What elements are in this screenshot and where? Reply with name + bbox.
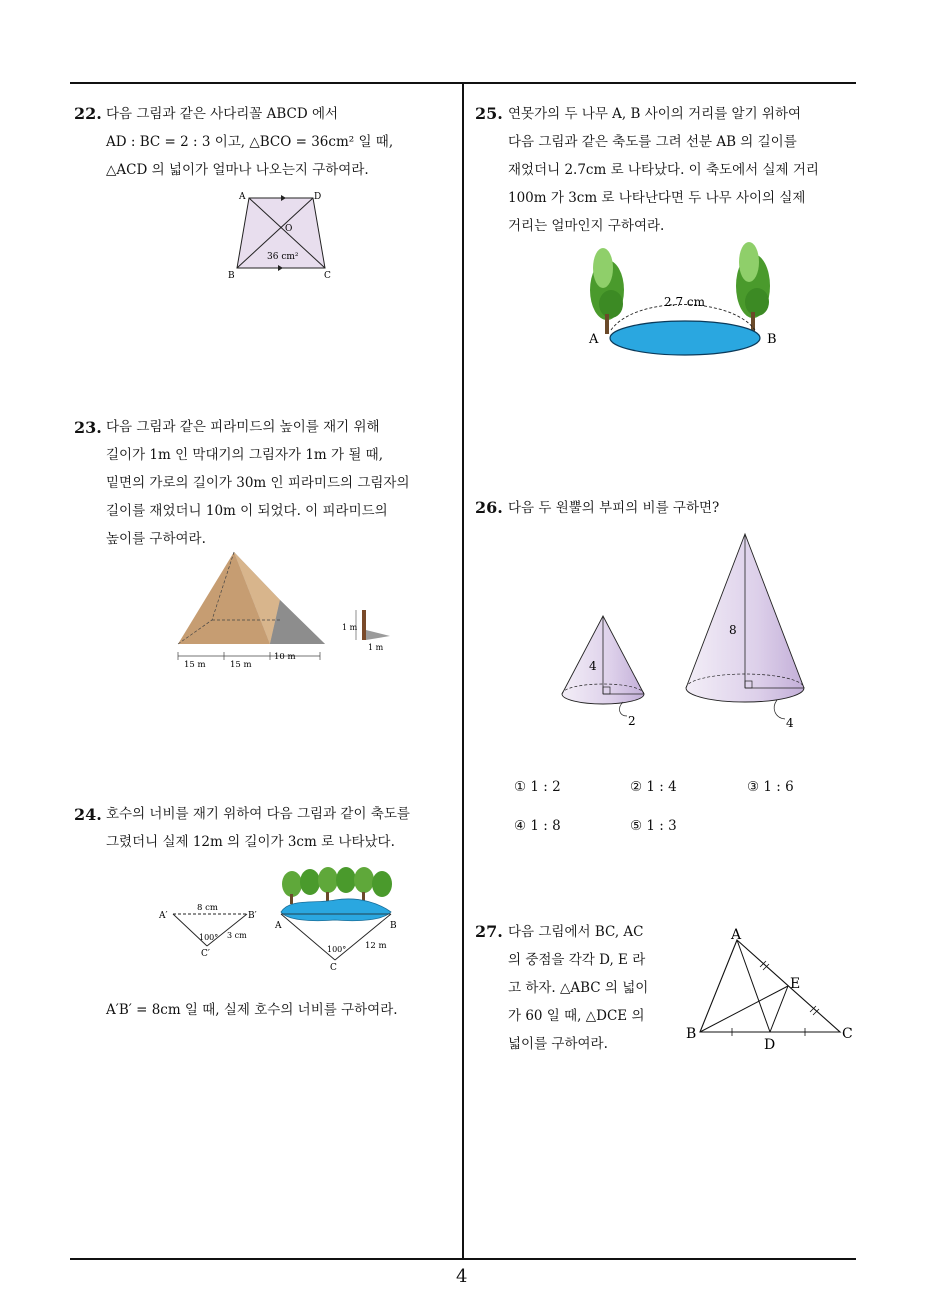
q24-line-2: 그렸더니 실제 12m 의 길이가 3cm 로 나타났다. xyxy=(106,834,395,850)
q26-label-r2: 4 xyxy=(786,716,794,730)
q27-line-1: 다음 그림에서 BC, AC xyxy=(508,924,644,940)
q23-text xyxy=(106,413,410,553)
q23-pyramid-figure xyxy=(170,548,400,673)
q25-line-2: 다음 그림과 같은 축도를 그려 선분 AB 의 길이를 xyxy=(508,134,797,150)
q27-line-4: 가 60 일 때, △DCE 의 xyxy=(508,1008,645,1024)
q23-line-2: 길이가 1m 인 막대기의 그림자가 1m 가 될 때, xyxy=(106,447,384,463)
q24-label-c: C xyxy=(330,963,337,973)
q25-lake-figure xyxy=(585,238,785,358)
q26-small-cone xyxy=(562,616,644,728)
q24-trees xyxy=(282,867,392,904)
q22-label-d: D xyxy=(314,192,322,202)
q24-label-angle2: 100° xyxy=(327,945,347,954)
q25-label-a: A xyxy=(589,332,599,347)
q26-option-1[interactable]: ① 1 : 2 xyxy=(514,779,561,795)
q27-line-5: 넓이를 구하여라. xyxy=(508,1036,608,1052)
q25-number: 25. xyxy=(475,104,503,123)
q27-label-d: D xyxy=(764,1037,776,1053)
q23-line-4: 길이를 재었더니 10m 이 되었다. 이 피라미드의 xyxy=(106,503,388,519)
q22-line-2: AD : BC = 2 : 3 이고, △BCO = 36cm² 일 때, xyxy=(106,134,394,150)
q27-triangle-figure xyxy=(682,925,857,1055)
q27-label-b: B xyxy=(686,1026,697,1042)
q26-large-cone xyxy=(686,534,804,730)
q24-label-angle1: 100° xyxy=(199,933,219,942)
q23-line-3: 밑면의 가로의 길이가 30m 인 피라미드의 그림자의 xyxy=(106,475,410,491)
q26-option-3[interactable]: ③ 1 : 6 xyxy=(747,779,794,795)
q25-line-5: 거리는 얼마인지 구하여라. xyxy=(508,218,665,234)
q24-label-b: B xyxy=(390,921,397,931)
q26-label-r1: 2 xyxy=(628,714,636,728)
q22-line-1: 다음 그림과 같은 사다리꼴 ABCD 에서 xyxy=(106,106,339,122)
page-number: 4 xyxy=(456,1266,468,1287)
q26-label-h1: 4 xyxy=(589,659,597,673)
q24-label-b1: B′ xyxy=(248,911,257,921)
q24-label-bc: 3 cm xyxy=(227,931,247,940)
q24-label-real: 12 m xyxy=(365,941,387,951)
q22-line-3: △ACD 의 넓이가 얼마나 나오는지 구하여라. xyxy=(106,162,369,178)
column-divider xyxy=(462,82,464,1260)
q27-number: 27. xyxy=(475,922,503,941)
q26-label-h2: 8 xyxy=(729,623,737,637)
q23-line-5: 높이를 구하여라. xyxy=(106,531,206,547)
q22-label-o: O xyxy=(285,224,293,234)
q24-label-c1: C′ xyxy=(201,949,210,959)
q27-line-3: 고 하자. △ABC 의 넓이 xyxy=(508,980,649,996)
q26-option-2[interactable]: ② 1 : 4 xyxy=(630,779,677,795)
q22-label-a: A xyxy=(239,192,246,202)
q26-option-5[interactable]: ⑤ 1 : 3 xyxy=(630,818,677,834)
q23-label-half1: 15 m xyxy=(184,660,206,670)
q23-label-shadow: 10 m xyxy=(274,652,296,662)
q27-label-e: E xyxy=(790,976,801,992)
q23-label-half2: 15 m xyxy=(230,660,252,670)
q24-scale-figure xyxy=(155,862,415,977)
q25-line-4: 100m 가 3cm 로 나타난다면 두 나무 사이의 실제 xyxy=(508,190,806,206)
q24-number: 24. xyxy=(74,805,102,824)
q24-label-a1: A′ xyxy=(159,911,168,921)
q25-line-1: 연못가의 두 나무 A, B 사이의 거리를 알기 위하여 xyxy=(508,106,802,122)
q26-option-4[interactable]: ④ 1 : 8 xyxy=(514,818,561,834)
q25-tree-a xyxy=(590,248,624,334)
q23-line-1: 다음 그림과 같은 피라미드의 높이를 재기 위해 xyxy=(106,419,380,435)
q22-number: 22. xyxy=(74,104,102,123)
q27-label-a: A xyxy=(731,927,742,943)
q24-label-a: A xyxy=(275,921,282,931)
q22-label-area: 36 cm² xyxy=(267,252,299,262)
q26-number: 26. xyxy=(475,498,503,517)
q23-label-stick-shadow: 1 m xyxy=(368,643,384,652)
q24-after-text: A′B′ = 8cm 일 때, 실제 호수의 너비를 구하여라. xyxy=(106,1002,398,1018)
q25-line-3: 재었더니 2.7cm 로 나타났다. 이 축도에서 실제 거리 xyxy=(508,162,819,178)
bottom-rule xyxy=(70,1258,856,1260)
q27-line-2: 의 중점을 각각 D, E 라 xyxy=(508,952,646,968)
q25-text xyxy=(508,100,819,240)
q22-label-b: B xyxy=(228,271,235,281)
q24-line-1: 호수의 너비를 재기 위하여 다음 그림과 같이 축도를 xyxy=(106,806,410,822)
q25-label-dist: 2.7 cm xyxy=(664,295,705,309)
q26-text: 다음 두 원뿔의 부피의 비를 구하면? xyxy=(508,500,720,516)
q25-tree-b xyxy=(736,242,770,334)
q24-text xyxy=(106,800,410,856)
q22-label-c: C xyxy=(324,271,331,281)
q23-label-stick: 1 m xyxy=(342,623,358,632)
q22-text xyxy=(106,100,393,184)
q27-label-c: C xyxy=(842,1026,853,1042)
q26-cones-figure xyxy=(555,530,815,730)
q24-label-ab: 8 cm xyxy=(197,903,218,913)
q27-text xyxy=(508,918,648,1058)
q22-trapezoid-figure xyxy=(225,188,340,283)
q25-label-b: B xyxy=(767,332,777,347)
q23-number: 23. xyxy=(74,418,102,437)
